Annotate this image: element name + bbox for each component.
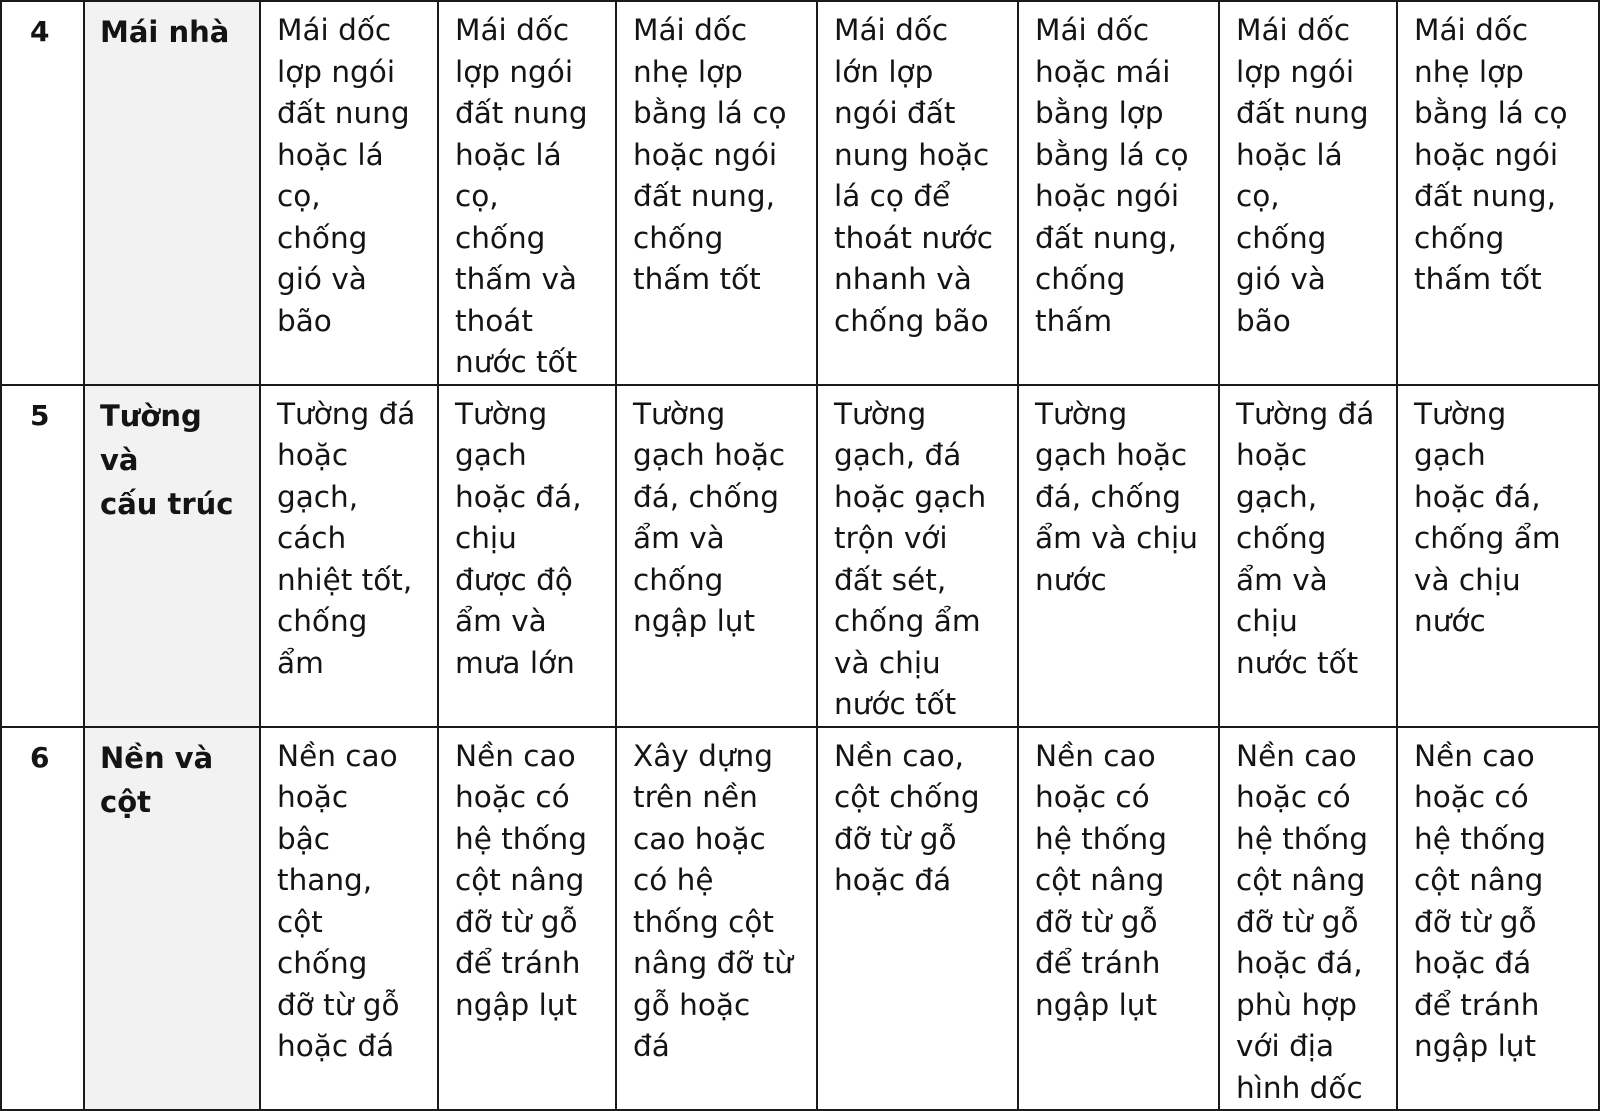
table-cell: Tường đá hoặc gạch, chống ẩm và chịu nước tốt [1219,385,1397,727]
row-number: 4 [1,1,84,385]
table-cell: Mái dốc nhẹ lợp bằng lá cọ hoặc ngói đất nung, chống thấm tốt [1397,1,1599,385]
table-cell: Tường đá hoặc gạch, cách nhiệt tốt, chống ẩm [260,385,438,727]
table-cell: Tường gạch hoặc đá, chịu được độ ẩm và mưa lớn [438,385,616,727]
table-row [1,727,1599,1111]
table-row [1,385,1599,727]
row-number: 5 [1,385,84,727]
table-cell: Xây dựng trên nền cao hoặc có hệ thống cột nâng đỡ từ gỗ hoặc đá [616,727,817,1111]
table-cell: Mái dốc lợp ngói đất nung hoặc lá cọ, chống gió và bão [1219,1,1397,385]
table-cell: Tường gạch hoặc đá, chống ẩm và chống ngập lụt [616,385,817,727]
row-label: Nền và cột [84,727,260,1111]
table-cell: Nền cao hoặc có hệ thống cột nâng đỡ từ gỗ hoặc đá, phù hợp với địa hình dốc [1219,727,1397,1111]
table-cell: Nền cao hoặc có hệ thống cột nâng đỡ từ gỗ để tránh ngập lụt [1018,727,1219,1111]
table-cell: Mái dốc nhẹ lợp bằng lá cọ hoặc ngói đất nung, chống thấm tốt [616,1,817,385]
table-cell: Nền cao hoặc bậc thang, cột chống đỡ từ gỗ hoặc đá [260,727,438,1111]
row-label: Tường và cấu trúc [84,385,260,727]
table-cell: Mái dốc hoặc mái bằng lợp bằng lá cọ hoặc ngói đất nung, chống thấm [1018,1,1219,385]
table-cell: Mái dốc lớn lợp ngói đất nung hoặc lá cọ để thoát nước nhanh và chống bão [817,1,1018,385]
table-cell: Mái dốc lợp ngói đất nung hoặc lá cọ, chống gió và bão [260,1,438,385]
table-cell: Tường gạch, đá hoặc gạch trộn với đất sét, chống ẩm và chịu nước tốt [817,385,1018,727]
table-cell: Nền cao hoặc có hệ thống cột nâng đỡ từ gỗ để tránh ngập lụt [438,727,616,1111]
row-label: Mái nhà [84,1,260,385]
table-cell: Mái dốc lợp ngói đất nung hoặc lá cọ, chống thấm và thoát nước tốt [438,1,616,385]
table-row [1,1,1599,385]
table-cell: Nền cao hoặc có hệ thống cột nâng đỡ từ gỗ hoặc đá để tránh ngập lụt [1397,727,1599,1111]
table-body [1,1,1599,1110]
table-cell: Tường gạch hoặc đá, chống ẩm và chịu nước [1018,385,1219,727]
table-cell: Nền cao, cột chống đỡ từ gỗ hoặc đá [817,727,1018,1111]
table-cell: Tường gạch hoặc đá, chống ẩm và chịu nước [1397,385,1599,727]
row-number: 6 [1,727,84,1111]
